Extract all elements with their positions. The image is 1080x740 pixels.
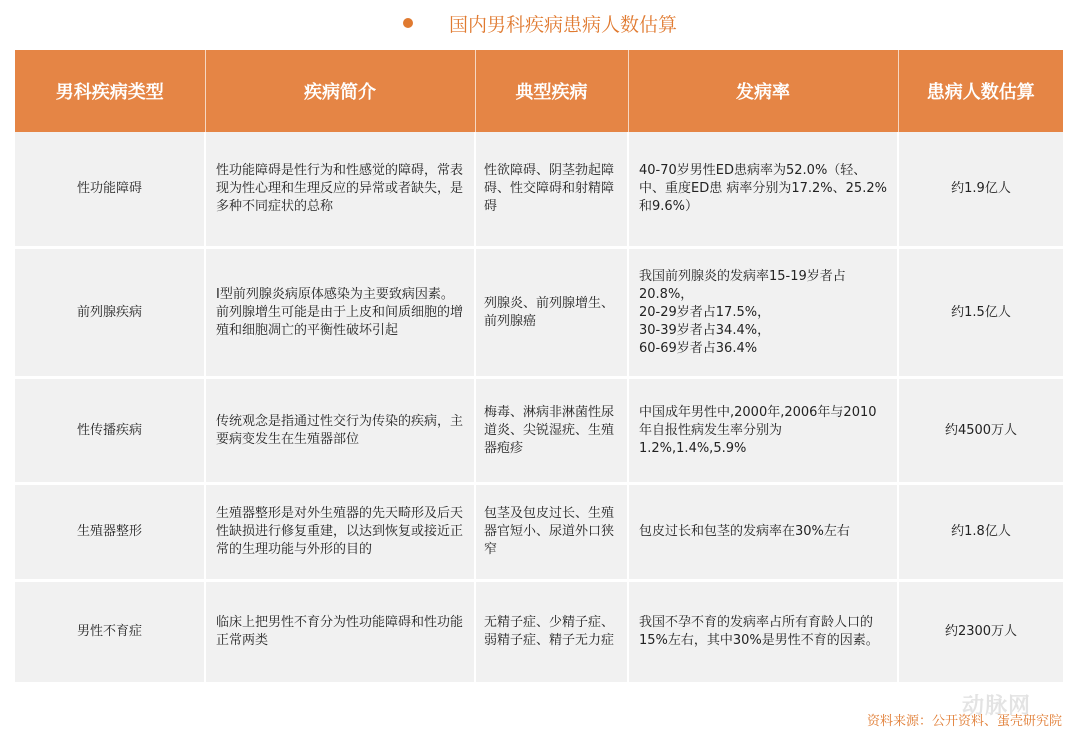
cell-estimate: 约1.9亿人 (898, 132, 1063, 248)
cell-estimate: 约1.5亿人 (898, 248, 1063, 378)
table-row (15, 581, 1063, 684)
cell-type: 性功能障碍 (15, 132, 205, 248)
cell-rate: 我国不孕不育的发病率占所有育龄人口的15%左右，其中30%是男性不育的因素。 (628, 581, 898, 684)
cell-intro: 生殖器整形是对外生殖器的先天畸形及后天性缺损进行修复重建，以达到恢复或接近正常的生理功能与外形的目的 (205, 484, 475, 581)
header-intro: 疾病简介 (205, 50, 475, 132)
table-row (15, 132, 1063, 248)
cell-type: 男性不育症 (15, 581, 205, 684)
header-typical: 典型疾病 (475, 50, 628, 132)
cell-intro: Ⅰ型前列腺炎病原体感染为主要致病因素。前列腺增生可能是由于上皮和间质细胞的增殖和细胞凋亡的平衡性破坏引起 (205, 248, 475, 378)
watermark-logo: 动脉网 (962, 694, 1032, 719)
bullet-dot-icon (403, 18, 413, 28)
cell-rate: 40-70岁男性ED患病率为52.0%（轻、中、重度ED患 病率分别为17.2%、25.2%和9.6%） (628, 132, 898, 248)
table-row (15, 378, 1063, 484)
cell-rate: 包皮过长和包茎的发病率在30%左右 (628, 484, 898, 581)
cell-typical: 梅毒、淋病非淋菌性尿道炎、尖锐湿疣、生殖器疱疹 (475, 378, 628, 484)
cell-intro: 性功能障碍是性行为和性感觉的障碍，常表现为性心理和生理反应的异常或者缺失，是多种不同症状的总称 (205, 132, 475, 248)
cell-typical: 性欲障碍、阴茎勃起障碍、性交障碍和射精障碍 (475, 132, 628, 248)
cell-typical: 无精子症、少精子症、弱精子症、精子无力症 (475, 581, 628, 684)
source-note: 资料来源：公开资料、蛋壳研究院 (866, 714, 1062, 729)
page-title (0, 6, 1080, 40)
cell-estimate: 约2300万人 (898, 581, 1063, 684)
cell-type: 前列腺疾病 (15, 248, 205, 378)
cell-typical: 列腺炎、前列腺增生、前列腺癌 (475, 248, 628, 378)
cell-type: 生殖器整形 (15, 484, 205, 581)
cell-typical: 包茎及包皮过长、生殖器官短小、尿道外口狭窄 (475, 484, 628, 581)
cell-estimate: 约4500万人 (898, 378, 1063, 484)
header-type: 男科疾病类型 (15, 50, 205, 132)
cell-intro: 传统观念是指通过性交行为传染的疾病，主要病变发生在生殖器部位 (205, 378, 475, 484)
table-header-row (15, 50, 1063, 132)
cell-estimate: 约1.8亿人 (898, 484, 1063, 581)
cell-rate: 我国前列腺炎的发病率15-19岁者占20.8%， 20-29岁者占17.5%， 30-39岁者占34.4%， 60-69岁者占36.4% (628, 248, 898, 378)
disease-table (15, 50, 1063, 685)
table-row (15, 484, 1063, 581)
header-rate: 发病率 (628, 50, 898, 132)
cell-type: 性传播疾病 (15, 378, 205, 484)
cell-intro: 临床上把男性不育分为性功能障碍和性功能正常两类 (205, 581, 475, 684)
table-row (15, 248, 1063, 378)
header-estimate: 患病人数估算 (898, 50, 1063, 132)
cell-rate: 中国成年男性中,2000年,2006年与2010年自报性病发生率分别为1.2%,1.4%,5.9% (628, 378, 898, 484)
title-text: 国内男科疾病患病人数估算 (448, 13, 677, 36)
